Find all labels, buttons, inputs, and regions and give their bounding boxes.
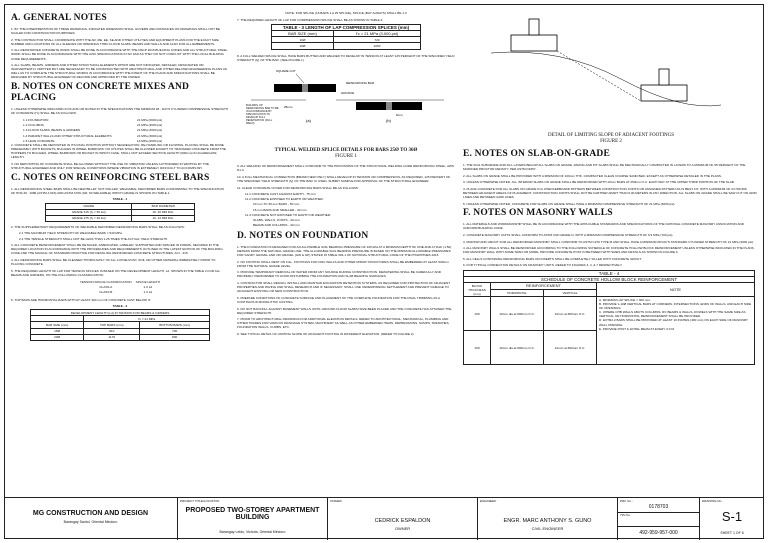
table-cell: 16Ø <box>272 37 334 43</box>
table-cell: 12mm at 600mm O.C. <box>544 331 597 365</box>
col2-para: 10. A FULL MECHANICAL CONNECTION (BRAND NEW ONLY) SHALL DEVELOP IN TENSION OR COMPRESSION, AS REQUIRED, 125 PERCENT OF THE SPECIFIED YIELD STRENGTH (fy) OF THE BAR. IF USED, SUBMIT SAMPLE FOR APPROVAL OF THE STRUCTURAL ENGINEER. <box>237 174 451 184</box>
column-1 <box>11 11 229 342</box>
section-d-para: 8. SEE TYPICAL DETAIL OF LIMITING SLOPE OF ADJACENT FOOTING IN DIFFERENT ELEVATION. (REFER TO FIGURE 2) <box>237 331 414 336</box>
section-a-para: 3. ALL REINFORCED CONCRETE WORK SHALL BE DONE IN ACCORDANCE WITH THE NSCP 2015 BUILDING CODES AND ALL STRUCTURAL STEEL WORK SHALL BE DONE IN ACCORDANCE WITH THE AISC SPECIFICATIONS IN SO FAR AS THEY DO NOT CONFLICT WITH THE LOCAL BUILDING CODE REQUIREMENTS. <box>11 48 228 61</box>
slope-line <box>557 51 641 101</box>
table-header: BAR SIZE (mm) <box>272 31 334 37</box>
splice-cell: 1.3 Ld <box>143 289 153 294</box>
section-f-para: 6. FOR TYPICAL CONNECTION DETAILS ON MASONRY UNITS, REFER TO FIGURES 3, 4, & 7 RESPECTIVELY. <box>463 263 623 268</box>
table-header: VERTICAL <box>544 290 597 297</box>
section-a-para: 2. THE CONTRACTOR SHALL COORDINATE WITH THE AR, ME, EE, SE AND OTHER UTILITIES AND EQUIPMENT PLANS FOR THE EXACT SIZE, NUMBER AND LOCATIONS OF ALL SLEEVES OR OPENINGS THRU FLOOR SLABS, BEAMS AND WALLS AND ALSO FOR ALL EMBEDMENTS. <box>11 37 220 46</box>
table-cell: 20Ø <box>31 334 84 340</box>
table-cell: 10mm dia at 600mm O.C. <box>491 297 544 331</box>
para-8: 8. A FULL WELDED SPLICE SHALL HAVE BARS BUTTED AND WELDED TO DEVELOP IN TENSION AT LEAST 125 PERCENT OF THE SPECIFIED YIELD STRENGTH (fy) OF THE BAR. (SEE FIGURE 1) <box>237 53 455 62</box>
table-caption: TABLE - 4 <box>464 271 755 277</box>
col2-sub: SLABS, WALLS, JOISTS - 20 mm <box>253 217 300 222</box>
table-cell: 16, 20 MM DIA. <box>132 209 195 215</box>
bar-a-left <box>274 84 302 92</box>
para-7: 7. THE REQUIRED LENGTH OF LAP FOR COMPRESSION SPLICE SHALL BE AS SHOWN IN TABLE 3. <box>237 17 384 22</box>
table-cell: 720 <box>334 37 421 43</box>
table-note: A. MINIMUM LAP SPLICE = 300 mm. <box>599 297 651 302</box>
project-location: Barangay Leido, Victoria, Oriental Mindoro <box>219 530 286 534</box>
owner-name: CEDRICK ESPALDON <box>374 518 431 524</box>
weld-a <box>302 84 308 92</box>
fig1-label: 6mm <box>396 113 403 118</box>
splice-cell: CLASS B <box>99 289 113 294</box>
company-address: Barangay Santol, Oriental Mindoro <box>63 520 118 524</box>
section-c-para: 2. THE SUPPLEMENTARY REQUIREMENTS OF WELDABLE DEFORMED REINFORCING BARS SHALL BE AS FOLLOWS: <box>11 224 185 229</box>
column-2 <box>237 11 455 339</box>
figure-1 <box>246 64 446 146</box>
fig1-label: SQUARE CUT <box>276 69 296 74</box>
splice-header: SPLICE LENGTH <box>135 279 161 284</box>
strength-item-name: 1.5 LEAN CONCRETE <box>23 138 55 143</box>
figure-1-caption: TYPICAL WELDED SPLICE DETAILS FOR BARS 25Ø TO 36Ø <box>274 148 418 154</box>
fig1-label: (b) <box>386 118 391 124</box>
tin-label: TIN No.: <box>620 513 632 517</box>
section-d-para: 5. PREPARE CONDITIONS OF CONCRETE SURFACE AND PLACEMENT OF THE COMPLETE FOUNDATION FOR THE FINAL TRIMMING AS A CONTINUOUS MONOLITHIC CASTING. <box>237 295 440 304</box>
section-d-para: 4. CONTRACTOR SHALL DESIGN, INSTALL AND MAINTAIN EXCAVATION RETENTION SYSTEMS, AS REQUIRED FOR PROTECTION OF ADJACENT PROPERTIES AND PAVING AND SHALL RESEARCH AND IF NECESSARY, SHALL USE UNDERPINNING SETTLEMENT AND PREVENT DAMAGE TO ADJACENT EXISTING OR NEW CONSTRUCTION. <box>237 281 451 294</box>
drawing-number: S-1 <box>721 509 743 524</box>
figure-2-number: FIGURE 2 <box>600 139 622 144</box>
table-3 <box>271 24 421 49</box>
strength-item-name: 1.4 PARAPET WALLS AND OTHER STRUCTURAL ELEMENTS <box>23 133 112 138</box>
col2-sub: 16 mm BARS AND SMALLER - 40 mm <box>253 207 307 212</box>
col2-sub: 11.3 CONCRETE NOT EXPOSED TO EARTH OR WEATHER: <box>245 212 331 217</box>
table-header: HORIZONTAL <box>491 290 544 297</box>
table-header: f'c = 21 MPa <box>84 316 210 322</box>
section-d-title: D. NOTES ON FOUNDATION <box>237 230 369 241</box>
strength-item-name: 1.3 FLOOR SLABS, BEAMS & GIRDERS <box>23 128 81 133</box>
table-cell: 10, 12 MM DIA. <box>132 215 195 221</box>
section-f-title: F. NOTES ON MASONRY WALLS <box>463 208 613 219</box>
section-b-para: 1. UNLESS OTHERWISE INDICATED IN PLANS OR NOTED IN THE SPECIFICATIONS THE MINIMUM 28 - DAYS CYLINDER COMPRESSIVE STRENGTH OF CONCRETE (f'c) SHALL BE AS FOLLOWS: <box>11 107 229 116</box>
prc-label: PRC No.: <box>620 499 633 503</box>
drawing-cell <box>700 498 764 540</box>
section-d-para: 1. THE FOUNDATION IS DESIGNED FOR AN ALLOWABLE SOIL BEARING PRESSURE OF 100 kPa AT A MINIMUM DEPTH OF ONE AND A HALF (1.50) METERS FROM THE NATURAL GRADE LINE. THE ALLOWABLE SOIL BEARING PRESSURE IS BASED ON THE MINIMUM ALLOWABLE PRESSURES FOR SANDY GRAVEL AND OR GRAVEL (GW & GP) STATED IN TABLE 304-1 OF NATIONAL STRUCTURAL CODE OF THE PHILIPPINES 2015. <box>237 244 452 258</box>
section-c-sub: 2.1 THE MAXIMUM YIELD STRENGTH OF WELDABLE BARS = 540 MPa. <box>19 231 123 236</box>
tin-number: 492-959-957-000 <box>639 530 678 536</box>
table-cell: 150 <box>464 331 491 365</box>
column-3 <box>463 11 759 365</box>
footing-lower <box>641 85 687 101</box>
engineer-name: ENGR. MARC ANTHONY S. GUNO <box>503 518 592 524</box>
fig1-note: BUILDING UP REINFORCING BAR TO BE IN ACCORDANCE BY SPECIFICATION TO DEVELOP FULL PENETRATION (FULL WELD) <box>246 104 279 126</box>
strength-item-value: 21 MPa (3000 psi) <box>137 123 163 128</box>
figure-2 <box>471 13 751 131</box>
project-title: PROPOSED TWO-STOREY APARTMENT BUILDING <box>185 507 320 521</box>
table-note: E. PROVIDE POST & LINTEL BEAM AT EVERY 3.0 M. <box>599 326 675 331</box>
strength-item-name: 1.2 COLUMNS <box>23 123 44 128</box>
col2-sub: 11.2 CONCRETE EXPOSED TO EARTH OR WEATHER: <box>245 197 324 202</box>
table-title: DEVELOPMENT LENGTH (Ld) IN TENSION FOR BEAMS & GIRDERS <box>31 310 210 316</box>
owner-role: OWNER <box>394 526 411 531</box>
table-cell: GRADE 415 (fy = 60 ksi) <box>46 209 132 215</box>
strength-item-value: 21 MPa (3000 psi) <box>137 118 163 123</box>
section-e-title: E. NOTES ON SLAB-ON-GRADE <box>463 149 610 159</box>
company-name: MG CONSTRUCTION AND DESIGN <box>32 510 149 517</box>
table-header: REINFORCEMENT <box>491 283 597 290</box>
section-c-sub: 2.2 THE TENSILE STRENGTH SHALL NOT BE LESS THAN 1.25 TIMES THE ACTUAL YIELD STRENGTH. <box>19 236 169 241</box>
splice-cell: 1.0 Ld <box>143 284 153 289</box>
bar-a-right <box>308 84 336 92</box>
section-d-para: 3. PROVIDE TEMPORARY REMOVAL OF WATER FROM ANY SOURCE DURING CONSTRUCTION. DEWATERING SHALL BE CAREFULLY AND PROPERLY PERFORMED TO AVOID DISTURBING THE FOUNDATION AND SLAB BEARING SURFACES. <box>237 270 441 279</box>
weld-b <box>386 102 392 110</box>
table-1 <box>45 203 195 222</box>
col2-sub: 20 mm TO 36 mm BARS - 50 mm <box>253 202 300 207</box>
project-cell <box>178 498 328 540</box>
prc-number: 0178703 <box>648 504 669 510</box>
table-1-caption: TABLE - 1 <box>112 197 128 202</box>
drawing-sheet <box>4 4 764 539</box>
table-cell: GRADE 275 (fy = 40 ksi) <box>46 215 132 221</box>
col2-para: 9. ALL WELDING OF REINFORCEMENT SHALL CONFORM TO THE PROVISIONS OF THE STRUCTURAL WELDING CODE REINFORCING STEEL, AWS D1.4. <box>237 164 454 173</box>
section-d-para: 6. DO NOT BACKFILL AGAINST BASEMENT WALLS UNTIL GROUND FLOOR SLABS HAVE BEEN PLACED AND THE CONCRETE HAS ATTAINED THE REQUIRED STRENGTH. <box>237 306 452 315</box>
section-c-para: 4. ALL REINFORCING BARS SHALL BE CLEANED THOROUGHLY OF ALL LOOSE RUST, SOIL OR OTHER MATERIAL IMMEDIATELY PRIOR TO PLACING CONCRETE. <box>11 257 216 266</box>
table-title: TABLE - 3 LENGTH OF LAP COMPRESSION SPLICES (mm) <box>272 25 421 31</box>
section-f-para: 5. ALL CELLS CONTAINING REINFORCING BARS OR INSERTS SHALL BE COMPLETELY FILLED WITH CONCRETE GROUT. <box>463 256 642 261</box>
table-header: NOTE <box>597 283 755 297</box>
strength-item-name: 1.1 FOUNDATION <box>23 118 49 123</box>
section-a-para: 4. ALL SLABS, BEAMS, GIRDERS AND OTHER STRUCTURAL ELEMENTS WHICH ARE NOT INDICATED, DETAILED, DESIGNATED OR INADVERTENTLY OMITTED BUT ARE NECESSARY TO BE CONSTRUCTED WITH ARCHITECTURAL AND OTHER RELATED ENGINEERING PLANS AS WELL AS TO COMPLETE THE STRUCTURAL WORKS IN ACCORDANCE WITH THE INTENT OF THE PLANS AND SPECIFICATIONS SHALL BE DESIGNED BY STRUCTURAL ENGINEER OF RECORD AND APPROVED BY THE OWNER. <box>11 63 227 80</box>
table-note: B. PROVIDE 1-10Ø VERTICAL BARS AT CORNERS, INTERSECTIONS, ENDS OF WALLS, AND EACH SIDE OF OPENINGS. <box>599 302 752 311</box>
table-header: GRADE <box>46 203 132 209</box>
table-title: SCHEDULE OF CONCRETE HOLLOW BLOCK REINFORCEMENT <box>464 277 755 283</box>
section-a-title: A. GENERAL NOTES <box>11 13 107 23</box>
owner-label: OWNER: <box>330 499 343 503</box>
title-block <box>4 497 764 540</box>
figure-1-number: FIGURE 1 <box>335 154 357 160</box>
column-lower <box>659 69 669 85</box>
table-cell: 1170 <box>84 334 140 340</box>
drawing-label: DRAWING No.: <box>702 499 723 503</box>
section-c-title: C. NOTES ON REINFORCING STEEL BARS <box>11 172 210 183</box>
section-d-para: 7. PRIOR TO ARCHITECTURAL DRAWINGS FOR ADDITIONAL ELEVATION DETAILS. REFER TO ARCHITECTURAL, MECHANICAL, PLUMBING AND OTHER TRADES FOR VARIOUS DRAINAGE SYSTEM, MACHINERY AS WELL AS OTHER EMBEDDED ITEMS, DEPRESSIONS, SUMPS, TRENCHES, FOUNDATION WALLS, CURBS, ETC. <box>237 317 450 330</box>
table-header: TOP BARS (mm) <box>84 322 140 328</box>
company-cell <box>4 498 178 540</box>
section-f-para: 4. ALL MASONRY WALLS SHALL BE REINFORCED ACCORDING TO THE FOLLOWING SCHEDULE OF CONCRETE HOLLOW BLOCK REINFORCEMENT UNLESS OTHERWISE INDICATED IN THE PLANS. FOR MASONRY WALL WITH SOME SPAN OR MORE, PROVIDE CONCRETE POST IN BETWEEN WITH SIZES AND DETAILS AS SHOWN IN FIGURE 3. <box>463 246 755 255</box>
project-label: PROJECT TITLE/LOCATION: <box>180 499 220 503</box>
table-note: D. EXTRA 2 BARS SHALL BE PROVIDED AT LEAST 10 INCHES (400 mm) ON EACH SIDE OF MASONRY WALL OPENING. <box>599 318 748 327</box>
table-cell: 10mm dia at 600mm O.C. <box>491 331 544 365</box>
fig1-label: (a) <box>306 118 311 124</box>
section-e-para: 2. ALL SLABS ON GRADE SHALL BE PROVIDED WITH A MINIMUM OF 100mm THK. COMPACTED CLEAN COARSE SAND BED, EXCEPT AS OTHERWISE DETAILED IN THE PLANS. <box>463 173 722 178</box>
section-f-para: 2. CONCRETE MASONRY UNITS SHALL CONFORM TO ASTM C90 GRADE N, WITH A MINIMUM COMPRESSIVE STRENGTH OF 6.9 MPa (700 psi). <box>463 232 674 237</box>
section-e-para: 5. UNLESS OTHERWISE NOTED, CONCRETE FOR SLABS ON GRADE SHALL HAVE A MINIMUM COMPRESSIVE STRENGTH OF 21 MPa (3000 psi). <box>463 201 676 206</box>
table-cell: 10mm at 600mm O.C. <box>544 297 597 331</box>
engineer-label: ENGINEER: <box>480 499 497 503</box>
table-cell: 900 <box>140 334 210 340</box>
footing-upper <box>511 35 557 51</box>
strength-item-value: 14 MPa (2000 psi) <box>137 138 163 143</box>
table-note: C. WHERE CHB WALLS ABUTS COLUMNS, RC BEAMS & WALLS, DOWELS WITH THE SAME SIZE AS VERTICAL OR HORIZONTAL REINFORCEMENT SHALL BE PROVIDED. <box>599 310 746 319</box>
table-header: BLOCK THICKNESS (mm) <box>464 283 491 297</box>
fig1-label: 25mm <box>284 105 293 110</box>
col2-sub: 11.1 CONCRETE CAST AGAINST EARTH - 75 mm <box>245 192 316 197</box>
license-cell <box>618 498 700 540</box>
figure-2-caption: DETAIL OF LIMITING SLOPE OF ADJACENT FOOTINGS <box>548 133 674 138</box>
concrete-strength-list <box>21 118 164 143</box>
welded-splice-drawing <box>246 64 446 146</box>
splice-cell: CLASS A <box>99 284 113 289</box>
tin-row <box>618 512 699 527</box>
fig1-label: GROOVE <box>341 91 355 96</box>
table-header: BAR DIAMETER <box>132 203 195 209</box>
section-e-para: 4. PLACE CONCRETE FOR ALL SLABS ON GRADE IN A CHECKERBOARD PATTERN BETWEEN CONSTRUCTION JOINTS OR ASSIGNED PATTERN AS IS BEST FIT, WITH A MINIMUM OF 24 HOURS BETWEEN ADJACENT AREAS OF PLACEMENT. CONSTRUCTION JOINTS SHALL NOT BE FARTHER APART THAN 6.00 METERS IN ANY DIRECTION. ALL SLABS ON GRADE SHALL BE SAW CUT ON GRID LINES AND BETWEEN GRID LINES. <box>463 186 757 200</box>
section-f-para: 1. ALL MATERIALS AND WORKMANSHIP SHALL BE IN ACCORDANCE WITH THE APPLICABLE STANDARDS AND SPECIFICATIONS OF THE NATIONAL CONCRETE MASONRY ASSOCIATION AND UNIFORM BUILDING CODE. <box>463 222 745 231</box>
fig1-label: REINFORCING BAR <box>346 81 375 86</box>
table-header: BAR SIZE (mm) <box>31 322 84 328</box>
section-c-para: 1. ALL REINFORCING STEEL BARS SHALL BE NEW BILLET, NOT ROLLED, WELDABLE, DEFORMED BARS CONFORMING TO THE SPECIFICATION OF PNS 49 : 1986 (ASTM A 615) AND ASTM A706 (GR. 60 WELDABLE) WHICH GRADE IS SHOWN ON TABLE 1. <box>11 186 224 195</box>
table-2-caption: TABLE - 2 <box>112 304 128 309</box>
splice-header: TENSION SPLICE CLASSIFICATION <box>79 279 132 284</box>
engineer-cell <box>478 498 618 540</box>
table-cell: 1050 <box>334 43 421 49</box>
table-4 <box>463 270 755 365</box>
table-header: f'c = 21 MPa (3,000 psi) <box>334 31 421 37</box>
table-cell: 910 <box>84 328 140 334</box>
section-e-para: 1. THE SOIL SUBGRADE AND FILL LAYERS BELOW ALL SLABS ON GRADE, PAVING AND PIT SLABS SHALL BE MECHANICALLY COMPACTED IN LAYERS TO A MINIMUM OF 95 PERCENT OF THE MODIFIED PROCTOR DENSITY, PER ASTM D1557. <box>463 163 746 172</box>
prc-row <box>618 498 699 513</box>
section-b-para: 2. CONCRETE SHALL BE DEPOSITED IN ITS FINAL POSITION WITHOUT SEGREGATION, RE-HANDLING OR FLOWING. PLACING SHALL BE DONE PREFERABLY WITH BUCKETS, BUGGIES IN WHEEL BARROWS. NO CHUTES SHALL BE ALLOWED EXCEPT TO TRANSFER CONCRETE FROM THE HOPPERS TO BUGGIES, WHEEL BARROWS OR BUCKET IN WHICH CASE, SHALL NOT EXCEED SECTION LENGTH (600mm) IN AGGREGATE LENGTH. <box>11 143 226 160</box>
limiting-slope-drawing <box>471 13 751 131</box>
table-notes <box>597 297 755 365</box>
strength-item-value: 21 MPa (3000 psi) <box>137 128 163 133</box>
table-cell: 16Ø <box>31 328 84 334</box>
section-c-para: 3. ALL CONCRETE REINFORCEMENT SHALL BE DETAILED, FABRICATED, LABELED, SUPPORTED AND SPACED IN FORMS, SECURED IN THE REQUIRED LOCATION IN ACCORDANCE WITH THE PROCEDURES AND REQUIREMENTS OUTLINED IN THE LATEST EDITION OF THE BUILDING CODE AND THE MANUAL OF STANDARD PRACTICE FOR DETAILING REINFORCED CONCRETE STRUCTURES, ACI - 315. <box>11 243 223 256</box>
section-c-para: 6. TOP BARS ARE HORIZONTAL BARS WITH AT LEAST 300 mm OF CONCRETE CAST BELOW IT. <box>11 297 152 302</box>
sheet-number: SHEET 1 OF 6 <box>720 531 744 535</box>
section-f-para: 3. MORTAR AND GROUT FOR ALL REINFORCED MASONRY SHALL CONFORM TO ASTM C270 TYPE M AND SHALL HAVE A MINIMUM 28 DAYS STANDARD CYLINDER STRENGTH OF 21 MPa (3000 psi). <box>463 239 754 244</box>
section-d-para: 2. NO FOOTING SHALL REST ON FILL. FOOTINGS FOR CMU WALLS AND OTHER MINOR STRUCTURES SHALL BE EMBEDDED AT LEAST 600mm FROM THE NATURAL GRADE LEVEL. <box>237 259 449 268</box>
section-e-para: 3. UNLESS OTHERWISE NOTED, ALL INTERIOR SLABS ON GRADE SHALL BE REINFORCED WITH 10mm BARS AT 250mm O.C. EACH WAY AT THE UPPER THIRD PORTION OF THE SLAB. <box>463 180 735 185</box>
table-header: BOTTOM BARS (mm) <box>140 322 210 328</box>
splice-classification <box>78 279 162 294</box>
table-cell: 100 <box>464 297 491 331</box>
col2-para: 11. CLEAR CONCRETE COVER FOR REINFORCING BARS SHALL BE AS FOLLOWS: <box>237 185 359 190</box>
bar-b-right <box>392 102 422 110</box>
strength-item-value: 21 MPa (3000 psi) <box>137 133 163 138</box>
section-a-para: 1. BY THE INTERPRETATION OF THESE DRAWINGS, INDICATED DIMENSION SHALL GOVERN AND DISTANCES ON DRAWINGS SHALL NOT BE SCALED FOR CONSTRUCTION PURPOSES. <box>11 27 220 36</box>
owner-cell <box>328 498 478 540</box>
table-cell: 20Ø <box>272 43 334 49</box>
table-2 <box>30 309 210 340</box>
col2-sub: BEAMS AND COLUMNS - 40 mm <box>253 222 300 227</box>
engineer-role: CIVIL ENGINEER <box>531 526 564 531</box>
section-b-title: B. NOTES ON CONCRETE MIXES AND PLACING <box>11 82 190 104</box>
section-c-para: 5. THE REQUIRED LENGTH OF LAP FOR TENSION SPLICES IS BASED ON THE DEVELOPMENT LENGTH, Ld, SHOWN IN THE TABLE 2 FOR ALL BEAMS AND GIRDERS, ON THE FOLLOWING CLASSIFICATION: <box>11 268 221 277</box>
note-top: NOTE: FOR SPLICE (16 BARS 1 A 25 SPLICE), SPLICE (BUT ALWAYS) SHALL BE 1.3 <box>285 11 407 15</box>
table-cell: 700 <box>140 328 210 334</box>
section-b-para: 3. NO DEPOSITING OF CONCRETE SHALL BE ALLOWED WITHOUT THE USE OF VIBRATOR UNLESS AUTHORIZED IN WRITING BY THE STRUCTURAL ENGINEER AND ONLY FOR SPECIAL CONDITIONS WHERE VIBRATION IS EXTREMELY DIFFICULT TO ACCOMPLISH. <box>11 162 209 171</box>
bar-b-left <box>356 102 386 110</box>
column-upper <box>529 19 539 35</box>
